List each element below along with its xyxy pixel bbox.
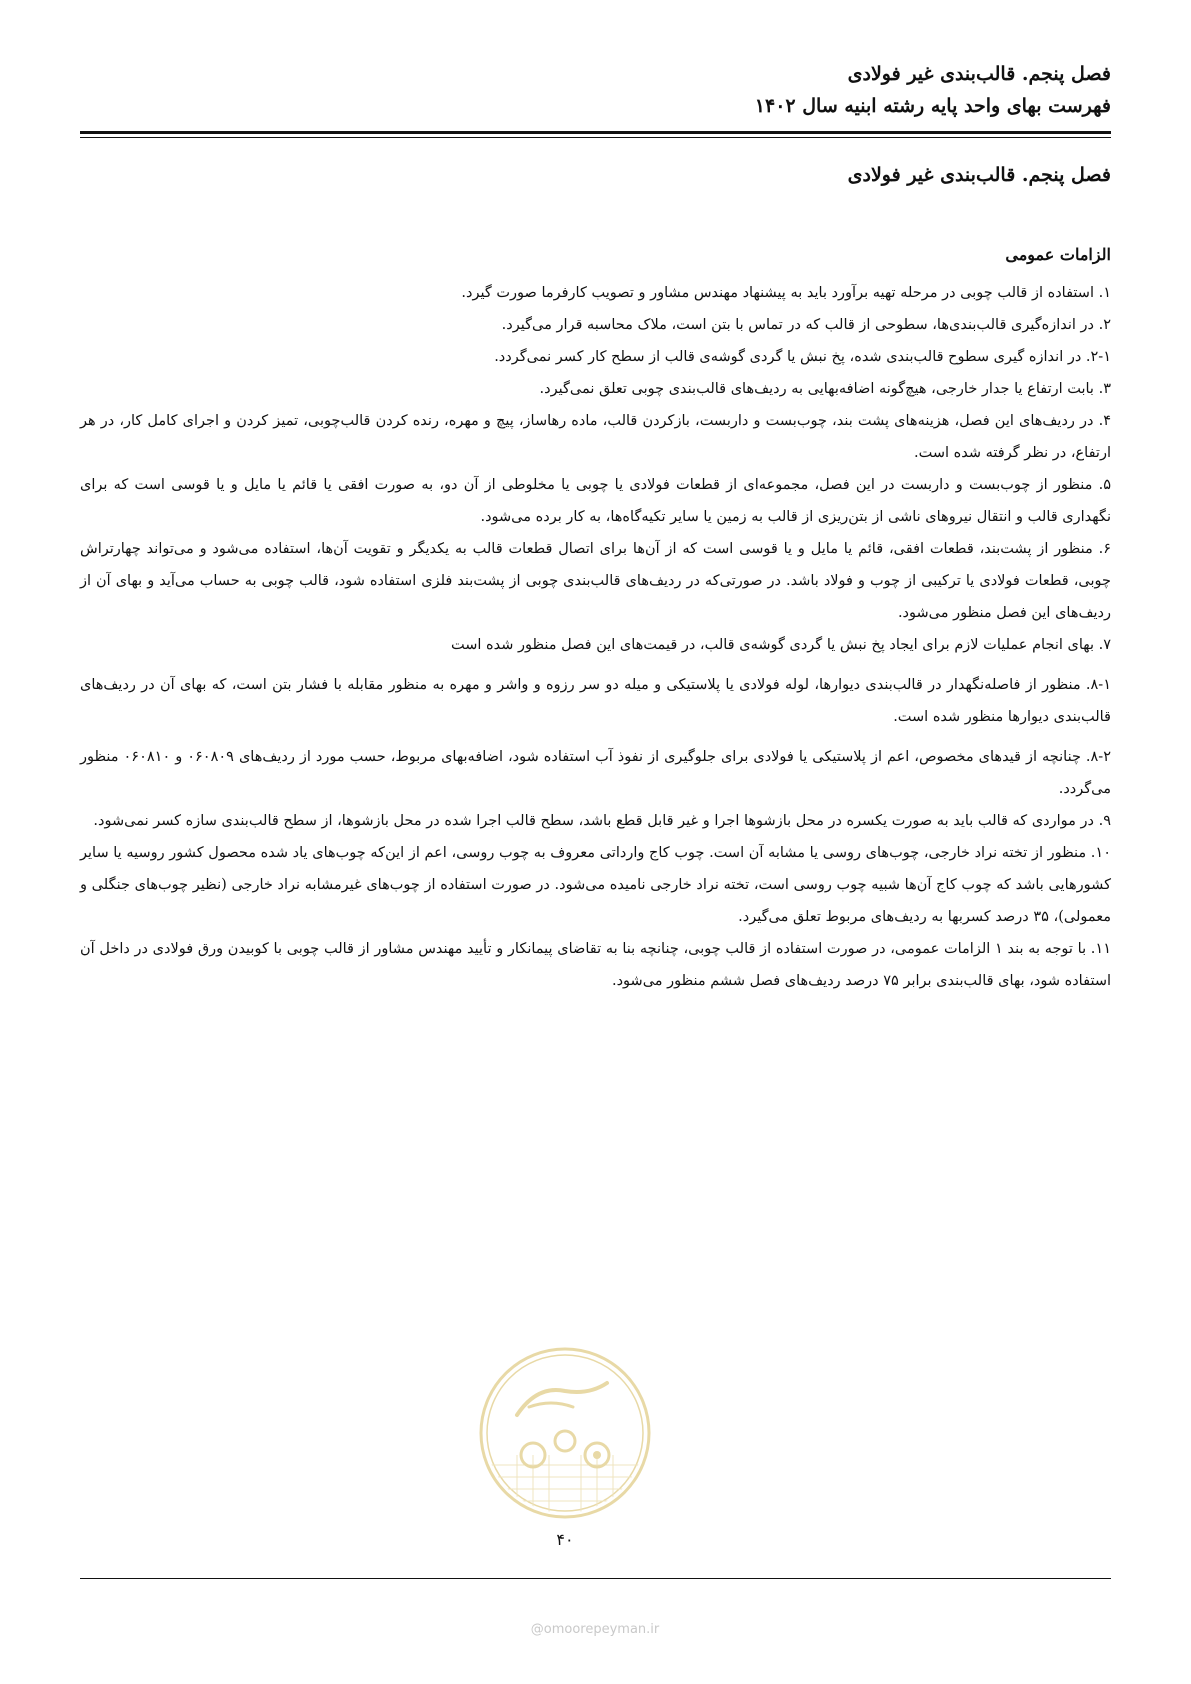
seal-person-icon [555, 1431, 575, 1451]
paragraph-6: ۶. منظور از پشت‌بند، قطعات افقی، قائم یا مایل و یا قوسی است که از آن‌ها برای اتصال قطعات قالب به یکدیگر و تقویت آن‌ها، استفاده می‌شود و می‌تواند چهارتراش چوبی، قطعات فولادی یا ترکیبی از چوب و فولاد باشد. در صورتی‌که در ردیف‌های قالب‌بندی چوبی از پشت‌بند فلزی استفاده شود، قالب چوبی به حساب می‌آید و بهای آن از ردیف‌های این فصل منظور می‌شود. [80, 541, 1111, 621]
paragraph-2-1: ۲-۱. در اندازه گیری سطوح قالب‌بندی شده، پخ نبش یا گردی گوشه‌ی قالب از سطح کار کسر نمی‌گردد. [494, 349, 1111, 365]
paragraph-4: ۴. در ردیف‌های این فصل، هزینه‌های پشت بند، چوب‌بست و داربست، بازکردن قالب، ماده رهاساز، پیچ و مهره، رنده کردن قالب‌چوبی، تمیز کردن و اجرای کامل کار، در هر ارتفاع، در نظر گرفته شده است. [80, 413, 1111, 461]
paragraph-1: ۱. استفاده از قالب چوبی در مرحله تهیه برآورد باید به پیشنهاد مهندس مشاور و تصویب کارفرما صورت گیرد. [461, 285, 1111, 301]
paragraph-8-2: ۸-۲. چنانچه از قیدهای مخصوص، اعم از پلاستیکی یا فولادی برای جلوگیری از نفوذ آب استفاده شود، اضافه‌بهای مربوط، حسب مورد از ردیف‌های ۰۶۰۸۰۹ و ۰۶۰۸۱۰ منظور می‌گردد. [80, 749, 1111, 797]
chapter-title: فصل پنجم. قالب‌بندی غیر فولادی [847, 164, 1111, 186]
paragraph-11: ۱۱. با توجه به بند ۱ الزامات عمومی، در صورت استفاده از قالب چوبی، چنانچه بنا به تقاضای پیمانکار و تأیید مهندس مشاور از قالب چوبی با کوبیدن ورق فولادی در داخل آن استفاده شود، بهای قالب‌بندی برابر ۷۵ درصد ردیف‌های فصل ششم منظور می‌شود. [80, 941, 1111, 989]
website-watermark: @omoorepeyman.ir [530, 1622, 660, 1637]
header-rule-thin [80, 137, 1111, 138]
running-header [80, 58, 1111, 122]
seal-inner-ring [487, 1355, 643, 1511]
header-rule-thick [80, 131, 1111, 134]
paragraph-5: ۵. منظور از چوب‌بست و داربست در این فصل، مجموعه‌ای از قطعات فولادی یا چوبی یا مخلوطی از آن دو، به صورت افقی یا قائم یا مایل و یا قوسی است که برای نگهداری قالب و انتقال نیروهای ناشی از بتن‌ریزی از قالب به زمین یا سایر تکیه‌گاه‌ها، به کار برده می‌شود. [80, 477, 1111, 525]
header-chapter-title: فصل پنجم. قالب‌بندی غیر فولادی [847, 63, 1111, 85]
page-number: ۴۰ [556, 1530, 574, 1549]
seal-outer-ring [481, 1349, 649, 1517]
paragraph-8-1: ۸-۱. منظور از فاصله‌نگهدار در قالب‌بندی دیوارها، لوله فولادی یا پلاستیکی و میله دو سر رزوه و واشر و مهره به منظور مقابله با فشار بتن است، که بهای آن در ردیف‌های قالب‌بندی دیوارها منظور شده است. [80, 677, 1111, 725]
footer-rule [80, 1578, 1111, 1579]
paragraph-3: ۳. بابت ارتفاع یا جدار خارجی، هیچ‌گونه اضافه‌بهایی به ردیف‌های قالب‌بندی چوبی تعلق نمی‌گیرد. [539, 381, 1111, 397]
paragraph-2: ۲. در اندازه‌گیری قالب‌بندی‌ها، سطوحی از قالب که در تماس با بتن است، ملاک محاسبه قرار می‌گیرد. [501, 317, 1111, 333]
paragraph-7: ۷. بهای انجام عملیات لازم برای ایجاد پخ نبش یا گردی گوشه‌ی قالب، در قیمت‌های این فصل منظور شده است [450, 637, 1111, 653]
seal-calligraphy-stroke [517, 1383, 607, 1415]
seal-grid [485, 1455, 645, 1515]
header-document-title: فهرست بهای واحد پایه رشته ابنیه سال ۱۴۰۲ [754, 95, 1111, 117]
omoore-peyman-seal-icon [477, 1345, 653, 1521]
body-content [80, 243, 1111, 997]
section-title: الزامات عمومی [1005, 245, 1111, 264]
paragraph-9: ۹. در مواردی که قالب باید به صورت یکسره در محل بازشوها اجرا و غیر قابل قطع باشد، سطح قالب اجرا شده در محل بازشوها، از سطح قالب‌بندی سازه کسر نمی‌شود. [93, 813, 1111, 829]
paragraph-10: ۱۰. منظور از تخته نراد خارجی، چوب‌های روسی یا مشابه آن است. چوب کاج وارداتی معروف به چوب روسی، اعم از این‌که چوب‌های یاد شده محصول کشور روسیه یا سایر کشورهایی باشد که چوب کاج آن‌ها شبیه چوب روسی است، تخته نراد خارجی نامیده می‌شود. در صورت استفاده از چوب‌های غیرمشابه نراد خارجی (نظیر چوب‌های جنگلی و معمولی)، ۳۵ درصد کسربها به ردیف‌های مربوط تعلق می‌گیرد. [80, 845, 1111, 925]
